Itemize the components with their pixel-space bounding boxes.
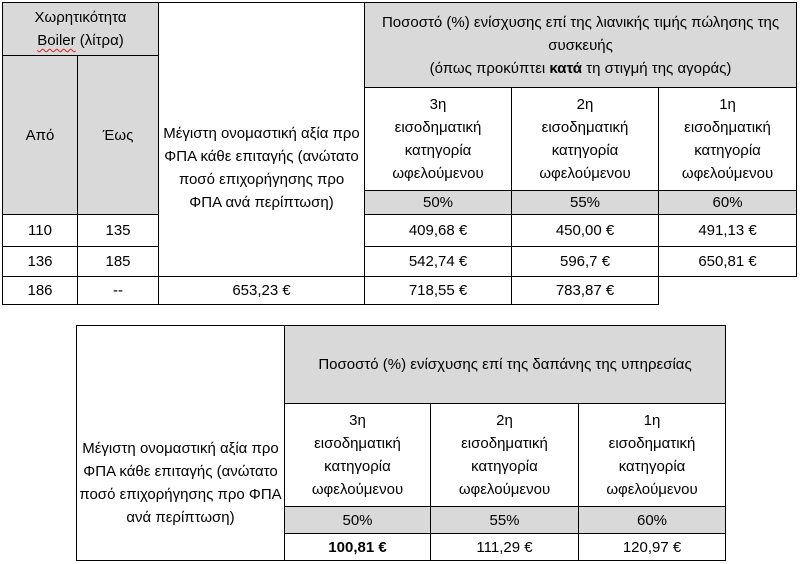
category-ordinal: 3η — [349, 412, 366, 429]
category-line3: κατηγορία — [324, 458, 391, 475]
category-line3: κατηγορία — [404, 142, 472, 159]
category-ordinal: 1η — [719, 96, 736, 113]
category-header-2 — [431, 404, 579, 507]
percent-cell — [512, 191, 659, 215]
value-cell — [512, 215, 659, 247]
percent-value: 50% — [423, 194, 454, 211]
amount-value: 542,74 € — [408, 253, 468, 270]
value-cell — [365, 247, 512, 277]
percent-cell — [285, 507, 431, 534]
category-ordinal: 3η — [429, 96, 447, 113]
to-cell — [78, 277, 159, 305]
amount-value: 450,00 € — [555, 222, 615, 239]
value-cell — [659, 215, 797, 247]
subsidy-header-suffix: τη στιγμή της αγοράς) — [582, 59, 732, 77]
category-line4: ωφελούμενου — [606, 481, 698, 498]
capacity-header-unit: (λίτρα) — [79, 32, 124, 49]
amount-value: 596,7 € — [559, 253, 611, 270]
value-cell — [579, 534, 726, 561]
percent-value: 60% — [712, 194, 743, 211]
category-header-3 — [285, 404, 431, 507]
value-cell — [512, 277, 659, 305]
capacity-header — [3, 3, 159, 56]
value-cell — [365, 215, 512, 247]
subsidy-header-text: Ποσοστό (%) ενίσχυσης επί της δαπάνης της υπηρεσίας — [318, 356, 692, 373]
category-line2: εισοδηματική — [541, 119, 629, 136]
from-value: 110 — [28, 222, 52, 239]
subsidy-header — [285, 326, 726, 404]
to-label: Έως — [102, 126, 134, 144]
amount-value: 100,81 € — [328, 538, 387, 556]
table-row — [3, 277, 797, 305]
category-ordinal: 1η — [643, 412, 661, 429]
value-cell — [159, 277, 365, 305]
to-value: -- — [113, 282, 123, 299]
category-line3: κατηγορία — [551, 142, 619, 159]
percent-cell — [431, 507, 579, 534]
boiler-subsidy-table — [2, 2, 797, 305]
value-cell — [285, 534, 431, 561]
category-line4: ωφελούμενου — [539, 165, 631, 182]
percent-value: 50% — [342, 511, 373, 529]
value-cell — [365, 277, 512, 305]
to-header — [78, 56, 159, 215]
amount-value: 653,23 € — [232, 282, 291, 299]
max-value-label: Μέγιστη ονομαστική αξία προ ΦΠΑ κάθε επιταγής (ανώτατο ποσό επιχορήγησης προ ΦΠΑ ανά περίπτωση) — [79, 440, 282, 526]
category-header-2 — [512, 88, 659, 191]
to-cell — [78, 247, 159, 277]
percent-value: 55% — [570, 194, 601, 211]
percent-cell — [365, 191, 512, 215]
category-line2: εισοδηματική — [684, 119, 771, 136]
amount-value: 783,87 € — [555, 282, 615, 299]
max-value-label-cell — [159, 3, 365, 277]
table-row — [3, 247, 797, 277]
category-header-3 — [365, 88, 512, 191]
from-cell — [3, 277, 78, 305]
amount-value: 718,55 € — [408, 282, 468, 299]
category-ordinal: 2η — [496, 412, 513, 429]
category-line3: κατηγορία — [471, 458, 538, 475]
amount-value: 111,29 € — [476, 538, 533, 556]
max-value-label-cell — [77, 326, 285, 561]
percent-value: 60% — [637, 511, 668, 529]
subsidy-header — [365, 3, 797, 88]
percent-value: 55% — [489, 511, 520, 529]
category-header-1 — [659, 88, 797, 191]
from-cell — [3, 215, 78, 247]
percent-cell — [579, 507, 726, 534]
to-value: 185 — [105, 253, 131, 270]
category-ordinal: 2η — [576, 96, 594, 113]
category-header-1 — [579, 404, 726, 507]
value-cell — [431, 534, 579, 561]
from-header — [3, 56, 78, 215]
from-cell — [3, 247, 78, 277]
category-line4: ωφελούμενου — [458, 481, 551, 498]
capacity-header-word: Boiler — [37, 32, 76, 49]
subsidy-header-prefix: (όπως προκύπτει — [429, 59, 550, 77]
category-line2: εισοδηματική — [608, 435, 696, 452]
to-cell — [78, 215, 159, 247]
category-line4: ωφελούμενου — [392, 165, 484, 182]
amount-value: 650,81 € — [698, 253, 757, 270]
category-line2: εισοδηματική — [314, 435, 401, 452]
amount-value: 409,68 € — [408, 222, 468, 239]
category-line3: κατηγορία — [618, 458, 686, 475]
from-value: 186 — [27, 282, 53, 299]
to-value: 135 — [105, 222, 131, 239]
category-line3: κατηγορία — [694, 142, 761, 159]
capacity-header-line1: Χωρητικότητα — [34, 9, 127, 26]
category-line4: ωφελούμενου — [311, 481, 404, 498]
value-cell — [659, 247, 797, 277]
from-value: 136 — [27, 253, 53, 270]
service-subsidy-table — [76, 325, 726, 561]
subsidy-header-line1: Ποσοστό (%) ενίσχυσης επί της λιανικής τιμής πώλησης της συσκευής — [381, 13, 780, 54]
category-line2: εισοδηματική — [461, 435, 548, 452]
amount-value: 491,13 € — [698, 222, 757, 239]
from-label: Από — [25, 126, 55, 144]
table-row — [3, 215, 797, 247]
category-line4: ωφελούμενου — [681, 165, 774, 182]
value-cell — [512, 247, 659, 277]
subsidy-header-bold: κατά — [549, 59, 583, 77]
amount-value: 120,97 € — [622, 538, 682, 556]
percent-cell — [659, 191, 797, 215]
max-value-label: Μέγιστη ονομαστική αξία προ ΦΠΑ κάθε επιταγής (ανώτατο ποσό επιχορήγησης προ ΦΠΑ ανά περίπτωση) — [163, 124, 360, 211]
category-line2: εισοδηματική — [394, 119, 482, 136]
